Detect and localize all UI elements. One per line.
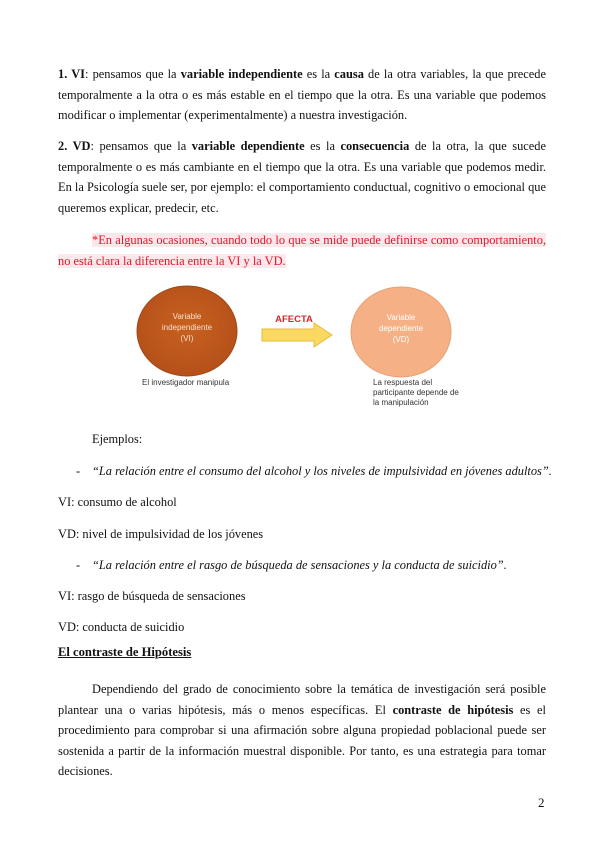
- left-caption: El investigador manipula: [142, 378, 230, 387]
- vi-number: 1. VI: [58, 67, 85, 81]
- paragraph-vi: 1. VI: pensamos que la variable independiente es la causa de la otra variables, la que precede temporalmente a la otra o es más estable en el tiempo que la otra. Es una variable que podemos modificar o implementar (experimentalmente) a nuestra investigación.: [58, 67, 546, 122]
- arrow-label: AFECTA: [275, 314, 313, 325]
- vd-consequence: consecuencia: [340, 139, 410, 153]
- bullet-2: -: [76, 558, 81, 572]
- right-circle-line2: dependiente: [378, 324, 424, 333]
- example-1-vd: VD: nivel de impulsividad de los jóvenes: [58, 527, 264, 541]
- vd-number: 2. VD: [58, 139, 91, 153]
- example-2-vi: VI: rasgo de búsqueda de sensaciones: [58, 589, 246, 603]
- vd-term: variable dependiente: [191, 139, 305, 153]
- highlighted-note: *En algunas ocasiones, cuando todo lo que se mide puede definirse como comportamiento, no está clara la diferencia entre la VI y la VD.: [58, 233, 546, 268]
- section-heading: El contraste de Hipótesis: [58, 645, 192, 659]
- left-circle-line2: independiente: [161, 323, 213, 332]
- example-2: “La relación entre el rasgo de búsqueda de sensaciones y la conducta de suicidio”.: [92, 558, 507, 572]
- right-circle-line1: Variable: [386, 313, 416, 322]
- right-caption-line3: la manipulación: [373, 398, 429, 407]
- right-caption-line2: participante depende de: [373, 388, 459, 397]
- left-circle-line3: (VI): [180, 334, 194, 343]
- right-circle-line3: (VD): [392, 335, 410, 344]
- right-caption-line1: La respuesta del: [373, 378, 433, 387]
- section-paragraph: Dependiendo del grado de conocimiento sobre la temática de investigación será posible plantear una o varias hipótesis, más o menos específicas. El contraste de hipótesis es el procedimiento para comprobar si una afirmación sobre alguna propiedad poblacional puede ser sostenida a partir de la información muestral disponible. Por tanto, es una estrategia para tomar decisiones.: [58, 682, 547, 778]
- left-circle-line1: Variable: [172, 312, 202, 321]
- vi-cause: causa: [334, 67, 364, 81]
- vi-vd-diagram: [128, 282, 478, 414]
- contraste-term: contraste de hipótesis: [392, 702, 514, 717]
- examples-title: Ejemplos:: [92, 432, 143, 446]
- page-number: 2: [538, 795, 545, 810]
- vi-term: variable independiente: [180, 67, 303, 81]
- affects-arrow: [262, 323, 332, 347]
- example-1: “La relación entre el consumo del alcohol y los niveles de impulsividad en jóvenes adultos”.: [92, 464, 552, 478]
- example-2-vd: VD: conducta de suicidio: [58, 620, 185, 634]
- paragraph-vd: 2. VD: pensamos que la variable dependiente es la consecuencia de la otra, la que sucede temporalmente o es más cambiante en el tiempo que la otra. Es una variable que podemos medir. En la Psicología suele ser, por ejemplo: el comportamiento conductual, cognitivo o emocional que queremos explicar, predecir, etc.: [58, 139, 546, 215]
- bullet-1: -: [76, 464, 81, 478]
- example-1-vi: VI: consumo de alcohol: [58, 495, 177, 509]
